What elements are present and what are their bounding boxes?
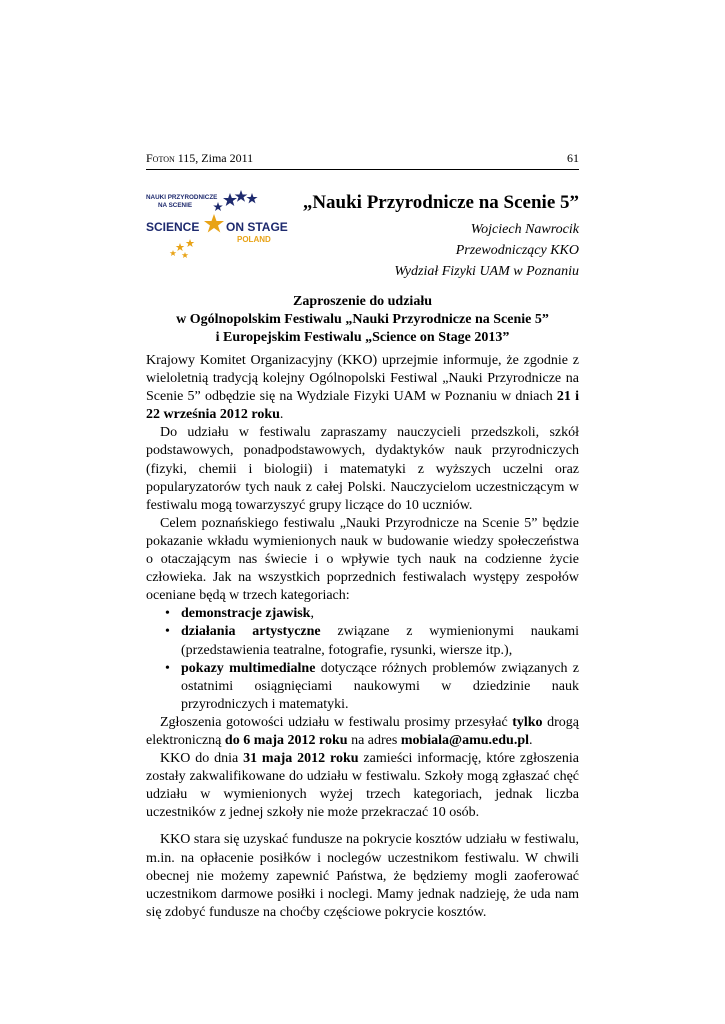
category-name: pokazy multimedialne	[181, 660, 316, 676]
paragraph-gap	[146, 822, 579, 831]
star-icon	[204, 214, 224, 233]
submission-only: tylko	[512, 714, 543, 730]
category-name: działania artystyczne	[181, 624, 321, 640]
logo-science: SCIENCE	[146, 220, 200, 234]
list-item	[146, 605, 579, 623]
qualification-date: 31 maja 2012 roku	[243, 751, 359, 767]
paragraph-funding: KKO stara się uzyskać fundusze na pokrycie kosztów udziału w festiwalu, m.in. na opłacenie posiłków i noclegów uczestnikom festiwalu. W chwili obecnej nie możemy zapewnić Państwa, że będziemy mogli zaoferować uczestnikom darmowe posiłki i noclegi. Mamy jednak nadzieję, że uda nam się zdobyć fundusze na choćby częściowe pokrycie kosztów.	[146, 832, 579, 920]
list-item	[146, 623, 579, 659]
paragraph-submission	[146, 714, 579, 750]
paragraph-goal: Celem poznańskiego festiwalu „Nauki Przyrodnicze na Scenie 5” będzie pokazanie wkładu wymienionych nauk w budowanie wiedzy społeczeństwa o otaczającym nas świecie i o wpływie tych nauk na codzienne życie człowieka. Jak na wszystkich poprzednich festiwalach występy zespołów oceniane będą w trzech kategoriach:	[146, 515, 579, 604]
author-affiliation: Wydział Fizyki UAM w Poznaniu	[394, 264, 579, 279]
invitation-line2: w Ogólnopolskim Festiwalu „Nauki Przyrodnicze na Scenie 5”	[176, 312, 549, 327]
paragraph-qualification	[146, 750, 579, 822]
bullet-icon: •	[165, 606, 170, 622]
journal-issue	[146, 151, 253, 166]
bullet-icon: •	[165, 660, 170, 676]
author-name: Wojciech Nawrocik	[470, 222, 579, 237]
paragraph-intro	[146, 352, 579, 424]
logo-line1: NAUKI PRZYRODNICZE	[146, 194, 218, 201]
issue-label: 115, Zima 2011	[177, 151, 254, 165]
intro-end: .	[279, 407, 284, 423]
qualification-text: KKO do dnia	[160, 751, 244, 767]
qualification-text: zamieści informację, które zgłoszenia zostały zakwalifikowane do udziału w festiwalu. Szkoły mogą zgłaszać chęć udziału w wymienionych wyżej trzech kategoriach, jednak liczba uczestników z jednej szkoły nie może przekraczać 10 osób.	[146, 751, 579, 821]
submission-text: Zgłoszenia gotowości udziału w festiwalu prosimy przesyłać	[160, 714, 513, 730]
category-name: demonstracje zjawisk	[181, 606, 311, 622]
invitation-line1: Zaproszenie do udziału	[293, 294, 432, 309]
submission-text: drogą elektroniczną	[146, 714, 579, 748]
logo-poland: POLAND	[237, 235, 271, 244]
category-list	[146, 605, 579, 714]
submission-end: .	[529, 732, 533, 748]
festival-dates: 21 i 22 września 2012 roku	[146, 389, 579, 423]
category-desc: związane z wymienionymi naukami (przedstawienia teatralne, fotografie, rysunki, wiersze itp.),	[181, 624, 580, 658]
article-body	[146, 352, 579, 922]
star-icon	[213, 190, 257, 211]
star-icon	[170, 239, 195, 258]
logo-line2: NA SCENIE	[158, 202, 193, 209]
submission-deadline: do 6 maja 2012 roku	[224, 732, 348, 748]
author-role: Przewodniczący KKO	[455, 243, 579, 258]
article-title: „Nauki Przyrodnicze na Scenie 5”	[302, 192, 579, 213]
invitation-heading	[146, 293, 579, 347]
submission-text: na adres	[347, 732, 401, 748]
article-heading	[303, 191, 579, 282]
list-item	[146, 660, 579, 714]
paragraph-participants: Do udziału w festiwalu zapraszamy nauczycieli przedszkoli, szkół podstawowych, ponadpodstawowych, dydaktyków nauk przyrodniczych (fizyki, chemii i biologii) i matematyki z wyższych uczelni oraz popularyzatorów tych nauk z całej Polski. Nauczycielom uczestniczącym w festiwalu mogą towarzyszyć grupy liczące do 10 uczniów.	[146, 425, 579, 513]
page-number: 61	[567, 151, 579, 165]
contact-email: mobiala@amu.edu.pl	[400, 732, 529, 748]
science-on-stage-logo	[146, 189, 288, 261]
category-desc: dotyczące różnych problemów związanych z ostatnimi osiągnięciami naukowymi w dziedzinie nauk przyrodniczych i matematyki.	[181, 660, 579, 712]
category-desc: ,	[310, 606, 314, 622]
bullet-icon: •	[165, 624, 170, 640]
intro-text: Krajowy Komitet Organizacyjny (KKO) uprzejmie informuje, że zgodnie z wieloletnią tradycją kolejny Ogólnopolski Festiwal „Nauki Przyrodnicze na Scenie 5” odbędzie się na Wydziale Fizyki UAM w Poznaniu w dniach	[146, 353, 579, 405]
logo-onstage: ON STAGE	[226, 220, 288, 234]
running-header	[146, 151, 579, 170]
journal-name: Foton	[146, 151, 175, 165]
invitation-line3: i Europejskim Festiwalu „Science on Stage 2013”	[215, 330, 510, 345]
